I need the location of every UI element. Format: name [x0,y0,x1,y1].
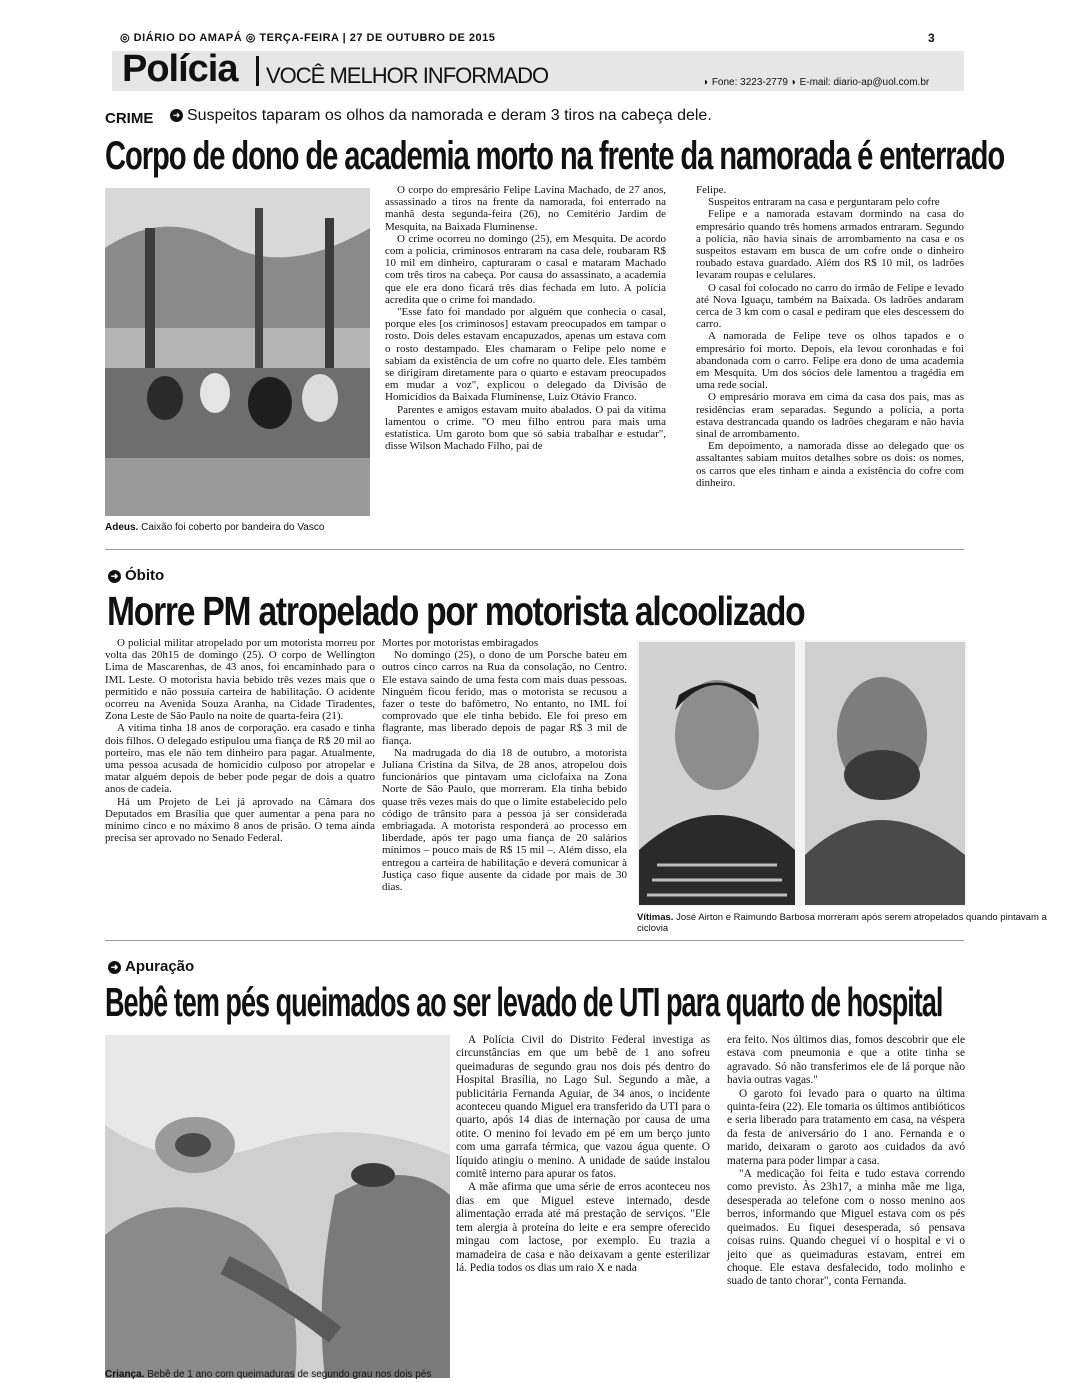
bullet-icon: ➜ [108,961,121,974]
story1-c1-p4: Parentes e amigos estavam muito abalados. O pai da vítima lamentou o crime. "O meu filho entrou para mais uma estatística. Um garoto bom que só sabia trabalhar e estudar", disse Wilson Machado Filho, pai de [385,403,666,453]
story1-c1-p3: "Esse fato foi mandado por alguém que conhecia o casal, porque eles [os criminosos] estavam preocupados em tampar o rosto. Dois deles estavam encapuzados, apenas um estava com o rosto destampado. Eles chamaram o Felipe pelo nome e sabiam da existência de um cofre no quarto dele. Eles também se dirigiram diretamente para o quarto e estavam preocupados em mudar a voz", explicou o delegado da Divisão de Homicídios da Baixada Fluminense, Luiz Otávio Franco. [385,306,666,404]
story2-c1-p2: A vítima tinha 18 anos de corporação. era casado e tinha dois filhos. O delegado estipulou uma fiança de R$ 20 mil ao porteiro, mas ele não tem dinheiro para pagar. Atualmente, uma pessoa acusada de homicídio culposo por atropelar e matar alguém depois de beber pode pegar de dois a quatro anos de cadeia. [105,722,375,796]
story1-c2-p3: O casal foi colocado no carro do irmão de Felipe e levado até Nova Iguaçu, também na Baixada. Os ladrões andaram cerca de 3 km com o casal e pediram que eles descessem do carro. [696,281,964,331]
story1-kicker [170,107,712,125]
story2-photo [637,640,967,907]
story1-caption-label: Adeus. [105,522,139,533]
story1-column-1 [385,184,666,452]
divider-1 [105,549,964,550]
story2-column-2 [382,637,627,893]
contact-info: ◗ Fone: 3223-2779 ◗ E-mail: diario-ap@uol.com.br [703,77,930,88]
story3-c1-p1: A Polícia Civil do Distrito Federal investiga as circunstâncias em que um bebê de 1 ano sofreu queimaduras de segundo grau nos dois pés dentro do Hospital Brasília, no Lago Sul. Segundo a mãe, a publicitária Fernanda Aguiar, de 34 anos, o incidente aconteceu quando Miguel era transferido da UTI para o quarto, após 14 dias de internação por causa de uma otite. O menino foi levado em pé em um berço junto com uma garrafa térmica, que vazou água quente. O líquido atingiu o menino. A unidade de saúde instalou comitê interno para apurar os fatos. [456,1034,710,1181]
story3-column-2 [727,1034,965,1289]
story1-c2-p4: A namorada de Felipe teve os olhos tapados e o empresário foi morto. Depois, ela levou coronhadas e foi abandonada com o carro. Felipe era dono de uma academia em Mesquita. Um dos sócios dele lamentou a tragédia em uma rede social. [696,330,964,392]
story2-c1-p1: O policial militar atropelado por um motorista morreu por volta das 20h15 de domingo (25). O corpo de Wellington Lima de Mascarenhas, de 43 anos, foi encaminhado para o IML Leste. O motorista havia bebido três vezes mais que o permitido e não possuía carteira de habilitação. O acidente ocorreu na Avenida Souza Aranha, na Cidade Tiradentes, Zona Leste de São Paulo na noite de quarta-feira (21). [105,637,375,723]
bullet-icon: ➜ [170,109,183,122]
bullet-icon: ➜ [108,570,121,583]
section-name: Polícia [122,48,238,90]
divider-2 [105,940,964,941]
story2-tag-wrap [108,567,164,584]
story2-caption-text: José Airton e Raimundo Barbosa morreram após serem atropelados quando pintavam a ciclovia [637,912,1047,934]
story2-c2-p1: No domingo (25), o dono de um Porsche bateu em outros cinco carros na Rua da consolação, no Centro. Ele estava saindo de uma festa com mais duas pessoas. Ninguém ficou ferido, mas o motorista se recusou a fazer o teste do bafômetro, No entanto, no IML foi comprovado que ele tinha bebido. Ele foi preso em flagrante, mas liberado depois de pagar R$ 3 mil de fiança. [382,649,627,747]
story1-caption [105,522,324,533]
story1-headline: Corpo de dono de academia morto na frente da namorada é enterrado [105,134,1005,178]
story3-c2-p3: "A medicação foi feita e tudo estava correndo como previsto. Às 23h17, a minha mãe me liga, desesperada ao telefone com o nosso menino aos berros, informando que Miguel estava com os pés queimados. Eu fiquei desesperada, só pensava coisas ruins. Quando cheguei ví o hospital e vi o jeito que as queimaduras estavam, entrei em choque. Ele estava desfalecido, todo molinho e suado de tanto chorar", conta Fernanda. [727,1168,965,1288]
story1-column-2 [696,184,964,489]
story3-tag-wrap [108,958,194,975]
story1-c2-subhead: Suspeitos entraram na casa e perguntaram pelo cofre [708,196,940,209]
story2-caption-label: Vítimas. [637,912,674,923]
story2-headline: Morre PM atropelado por motorista alcoolizado [107,588,805,634]
story3-c1-p2: A mãe afirma que uma série de erros aconteceu nos dias em que Miguel esteve internado, desde alimentação errada até má prestação de serviços. "Ele tem alergia à proteína do leite e era sempre oferecido mingau com lactose, por exemplo. Eu trazia a mamadeira de casa e não deixavam a gente esterilizar lá. Pedia todos os dias um raio X e nada [456,1181,710,1274]
story2-c2-p2: Na madrugada do dia 18 de outubro, a motorista Juliana Cristina da Silva, de 28 anos, atropelou dois funcionários que pintavam uma ciclofaixa na Zona Norte de São Paulo, que morreram. Ela tinha bebido quase três vezes mais do que o limite estabelecido pelo código de trânsito para a pessoa já ser considerada embriagada. A motorista responderá ao processo em liberdade, após ter pago uma fiança de 20 salários mínimos – pouco mais de R$ 15 mil –. Além disso, ela entregou a carteira de habilitação e deverá comunicar à Justiça caso fique ausente da cidade por mais de 30 dias. [382,746,627,894]
story2-c1-p3: Há um Projeto de Lei já aprovado na Câmara dos Deputados em Brasília que quer aumentar a pena para no mínimo cinco e no máximo 8 anos de prisão. O tema ainda precisa ser aprovado no Senado Federal. [105,795,375,845]
masthead-dateline: ◎ DIÁRIO DO AMAPÁ ◎ TERÇA-FEIRA | 27 DE OUTUBRO DE 2015 [120,32,496,44]
story2-tag: Óbito [125,567,165,584]
story3-caption-label: Criança. [105,1369,145,1380]
story3-photo [105,1035,450,1378]
story1-tag: CRIME [105,110,154,127]
story1-c2-p6: Em depoimento, a namorada disse ao delegado que os assaltantes sabiam muitos detalhes sobre os dois: os nomes, os carros que eles tinham e ainda a existência do cofre com dinheiro. [696,440,964,489]
story1-c2-p1: Felipe. [696,184,727,196]
story1-c2-p2: Felipe e a namorada estavam dormindo na casa do empresário quando três homens armados entraram. Segundo a polícia, não havia sinais de arrombamento na casa e os suspeitos estavam em busca de um cofre onde o dinheiro roubado estava guardado. Além dos R$ 10 mil, os ladrões levaram roupas e celulares. [696,208,964,282]
story1-kicker-text: Suspeitos taparam os olhos da namorada e deram 3 tiros na cabeça dele. [187,107,712,124]
story1-c1-p2: O crime ocorreu no domingo (25), em Mesquita. De acordo com a polícia, criminosos entraram na casa dele, roubaram R$ 10 mil em dinheiro, capturaram o casal e mataram Machado com três tiros na cabeça. Por causa do assassinato, a academia que ele era dono ficará três dias fechada em luto. A polícia acredita que o crime foi mandado. [385,232,666,306]
story3-headline: Bebê tem pés queimados ao ser levado de UTI para quarto de hospital [105,979,943,1025]
section-slogan: VOCÊ MELHOR INFORMADO [266,63,549,88]
story1-c2-p5: O empresário morava em cima da casa dos pais, mas as residências eram separadas. Segundo a polícia, a porta estava destrancada quando os ladrões chegaram e não havia sinal de arrombamento. [696,391,964,441]
story3-column-1 [456,1034,710,1275]
page-number: 3 [928,31,935,45]
story3-caption-text: Bebê de 1 ano com queimaduras de segundo grau nos dois pés [147,1369,432,1380]
section-separator [256,56,259,86]
story1-caption-text: Caixão foi coberto por bandeira do Vasco [141,522,325,533]
story3-tag: Apuração [125,958,195,975]
story2-caption [637,912,1069,934]
story2-c2-subhead: Mortes por motoristas embiragados [382,637,539,649]
story3-caption [105,1369,431,1380]
story3-c2-p1: era feito. Nos últimos dias, fomos descobrir que ele estava com pneumonia e que a otite tinha se agravado. Só não transferimos ele de lá porque não havia outras vagas." [727,1034,965,1087]
story1-c1-p1: O corpo do empresário Felipe Lavina Machado, de 27 anos, assassinado a tiros na frente da namorada, foi enterrado na manhã desta segunda-feira (26), no Cemitério Jardim de Mesquita, na Baixada Fluminense. [385,184,666,233]
story2-column-1 [105,637,375,844]
story3-c2-p2: O garoto foi levado para o quarto na última quinta-feira (22). Ele tomaria os últimos antibióticos e seria liberado para tratamento em casa, na véspera da festa de aniversário do 1 ano. Fernanda e o marido, deixaram o garoto aos cuidados da avó materna para poder limpar a casa. [727,1087,965,1167]
story1-photo [105,188,370,516]
